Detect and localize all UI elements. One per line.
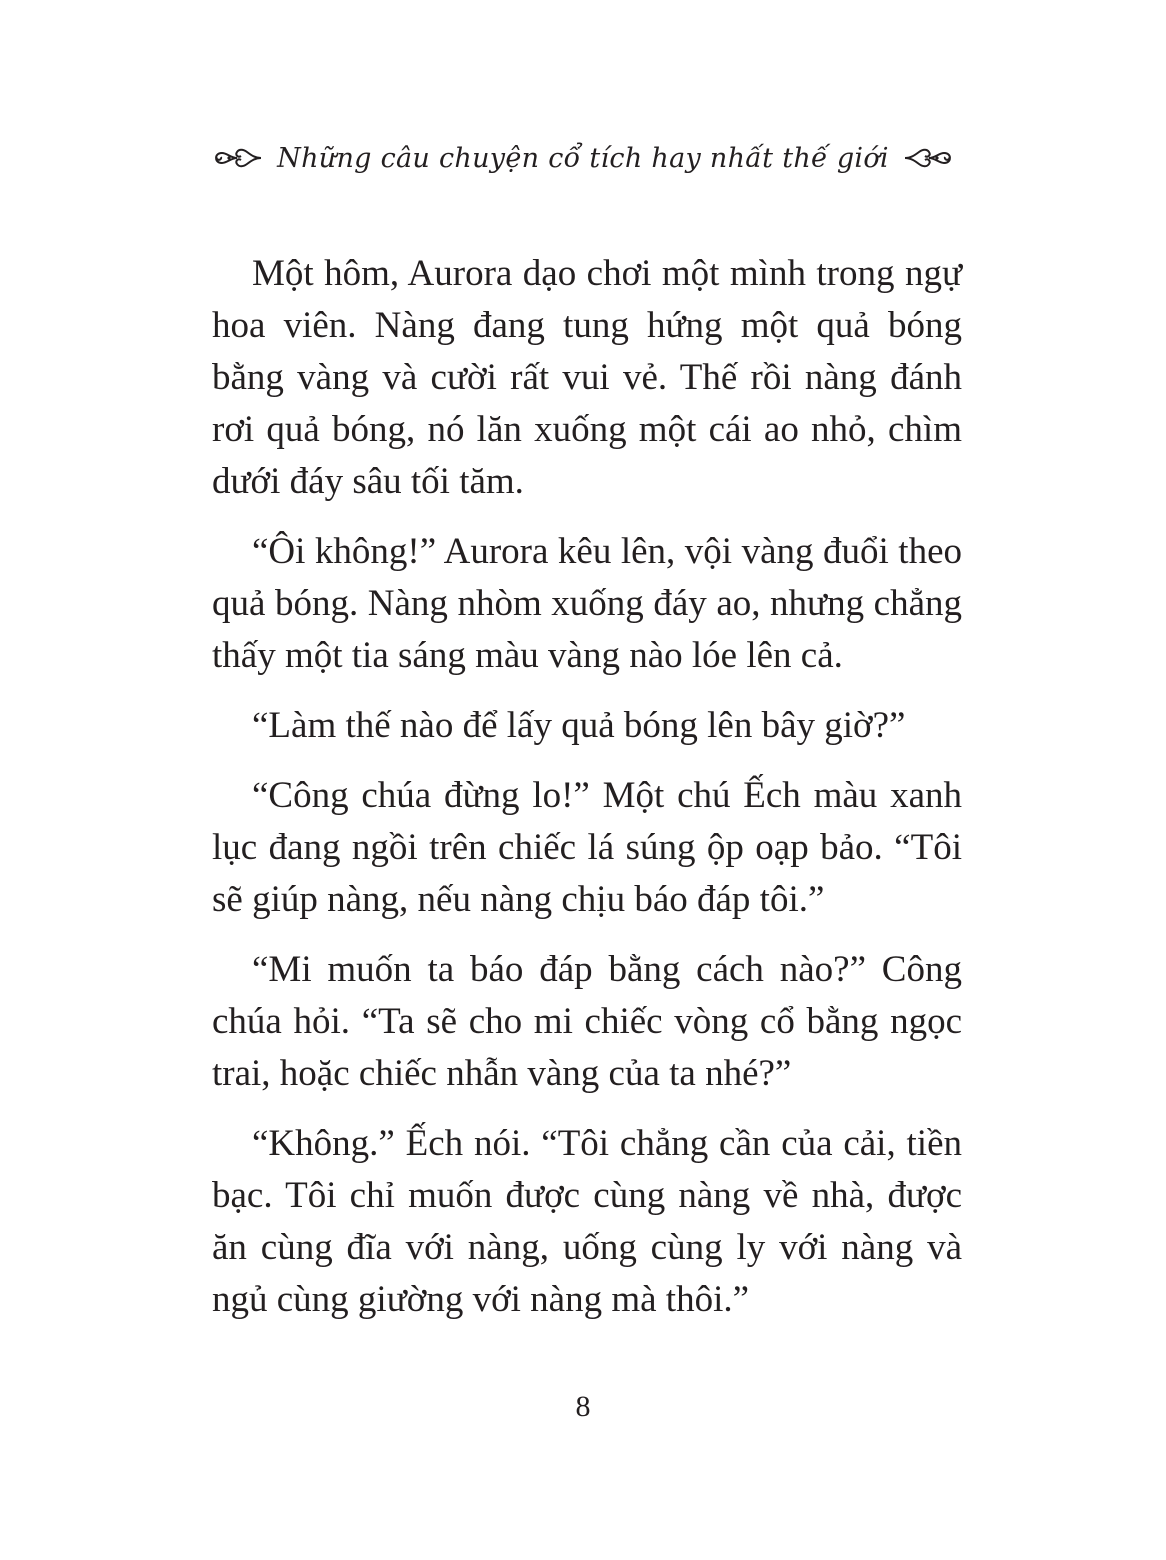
paragraph: “Không.” Ếch nói. “Tôi chẳng cần của cải, tiền bạc. Tôi chỉ muốn được cùng nàng về nhà, được ăn cùng đĩa với nàng, uống cùng ly với nàng và ngủ cùng giường với nàng mà thôi.” — [212, 1123, 962, 1320]
page-number: 8 — [575, 1390, 591, 1423]
paragraph: “Làm thế nào để lấy quả bóng lên bây giờ?” — [252, 705, 906, 746]
running-header — [0, 136, 1166, 180]
paragraph: Một hôm, Aurora dạo chơi một mình trong ngự hoa viên. Nàng đang tung hứng một quả bóng bằng vàng và cười rất vui vẻ. Thế rồi nàng đánh rơi quả bóng, nó lăn xuống một cái ao nhỏ, chìm dưới đáy sâu tối tăm. — [212, 253, 962, 502]
paragraph: “Công chúa đừng lo!” Một chú Ếch màu xanh lục đang ngồi trên chiếc lá súng ộp oạp bảo. “Tôi sẽ giúp nàng, nếu nàng chịu báo đáp tôi.” — [212, 775, 962, 920]
paragraph: “Mi muốn ta báo đáp bằng cách nào?” Công chúa hỏi. “Ta sẽ cho mi chiếc vòng cổ bằng ngọc trai, hoặc chiếc nhẫn vàng của ta nhé?” — [212, 949, 962, 1094]
flourish-left-icon — [211, 143, 263, 173]
flourish-right-icon — [903, 143, 955, 173]
paragraph: “Ôi không!” Aurora kêu lên, vội vàng đuổi theo quả bóng. Nàng nhòm xuống đáy ao, nhưng chẳng thấy một tia sáng màu vàng nào lóe lên cả. — [212, 531, 962, 676]
running-header-title: Những câu chuyện cổ tích hay nhất thế giới — [277, 142, 889, 174]
story-body — [212, 248, 962, 1344]
